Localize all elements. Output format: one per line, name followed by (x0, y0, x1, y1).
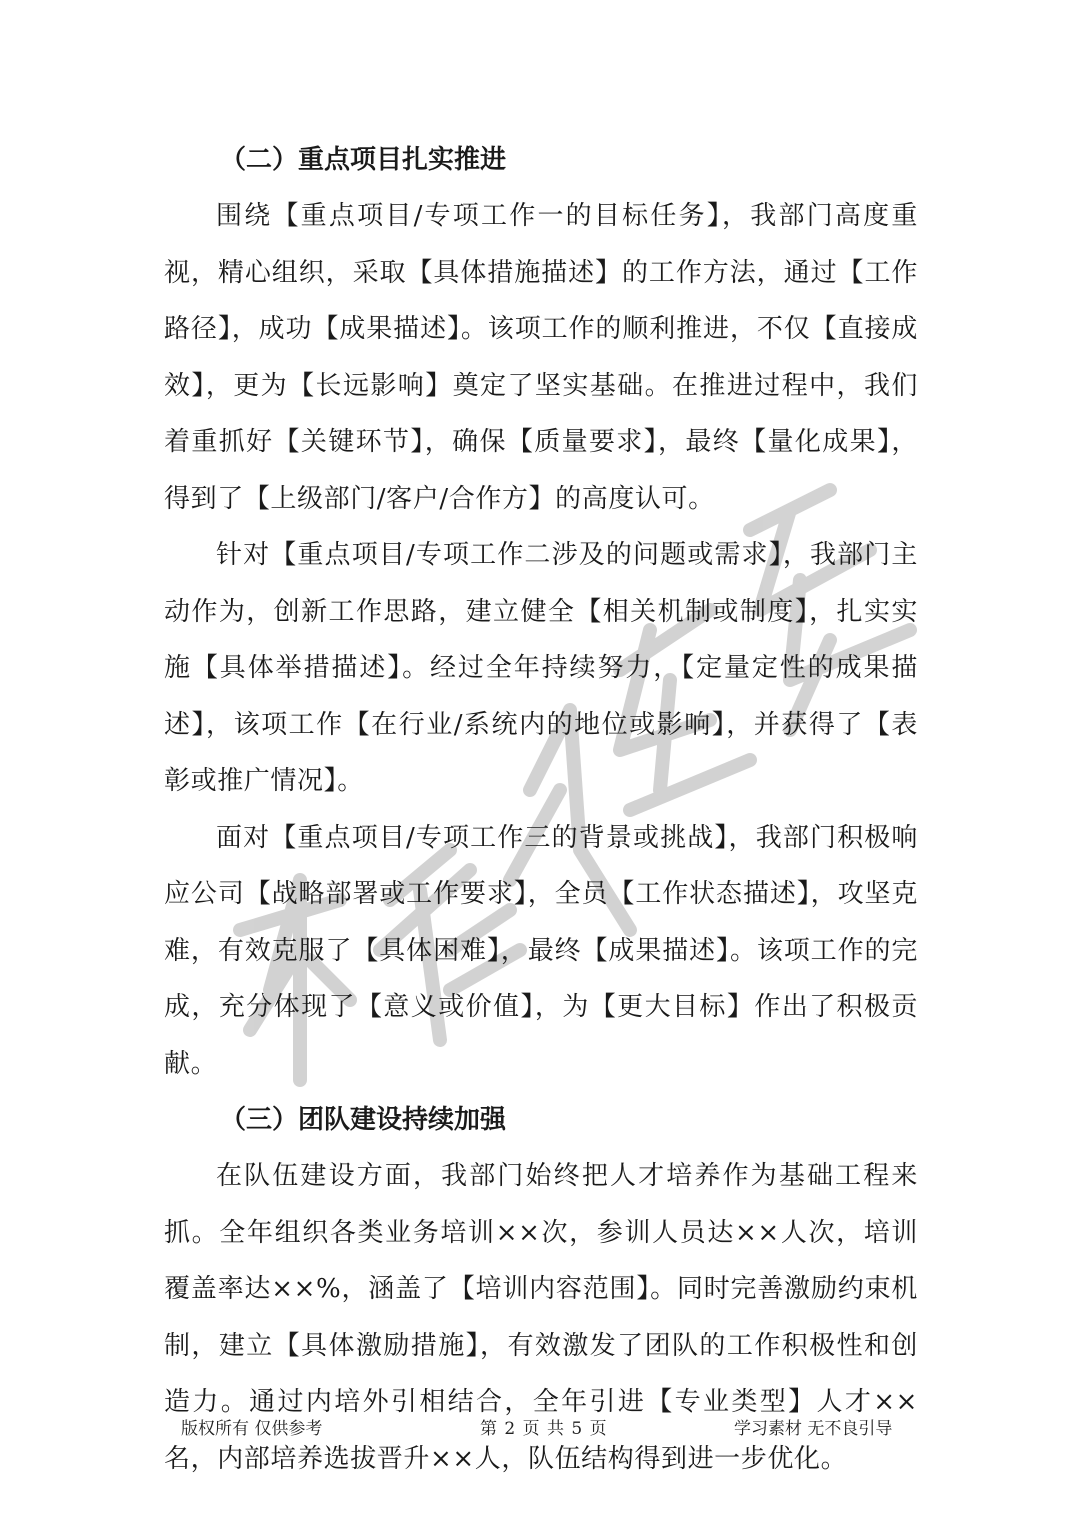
footer-disclaimer: 学习素材 无不良引导 (734, 1419, 893, 1439)
paragraph-project-one: 围绕【重点项目/专项工作一的目标任务】，我部门高度重视，精心组织，采取【具体措施描述】的工作方法，通过【工作路径】，成功【成果描述】。该项工作的顺利推进，不仅【直接成效】，更为【长远影响】奠定了坚实基础。在推进过程中，我们着重抓好【关键环节】，确保【质量要求】，最终【量化成果】，得到了【上级部门/客户/合作方】的高度认可。 (164, 201, 918, 514)
paragraph-project-two: 针对【重点项目/专项工作二涉及的问题或需求】，我部门主动作为，创新工作思路，建立健全【相关机制或制度】，扎实实施【具体举措描述】。经过全年持续努力，【定量定性的成果描述】，该项工作【在行业/系统内的地位或影响】，并获得了【表彰或推广情况】。 (164, 540, 918, 796)
paragraph-team-building: 在队伍建设方面，我部门始终把人才培养作为基础工程来抓。全年组织各类业务培训××次，参训人员达××人次，培训覆盖率达××%，涵盖了【培训内容范围】。同时完善激励约束机制，建立【具体激励措施】，有效激发了团队的工作积极性和创造力。通过内培外引相结合，全年引进【专业类型】人才××名，内部培养选拔晋升××人，队伍结构得到进一步优化。 (164, 1161, 918, 1474)
section-heading-team-building: （三）团队建设持续加强 (220, 1105, 507, 1135)
document-body (164, 132, 918, 1487)
footer-page-number: 第 2 页 共 5 页 (480, 1419, 608, 1439)
paragraph-project-three: 面对【重点项目/专项工作三的背景或挑战】，我部门积极响应公司【战略部署或工作要求】，全员【工作状态描述】，攻坚克难，有效克服了【具体困难】，最终【成果描述】。该项工作的完成，充分体现了【意义或价值】，为【更大目标】作出了积极贡献。 (164, 822, 918, 1079)
footer-copyright: 版权所有 仅供参考 (181, 1419, 323, 1439)
section-heading-key-projects: （二）重点项目扎实推进 (220, 145, 507, 175)
